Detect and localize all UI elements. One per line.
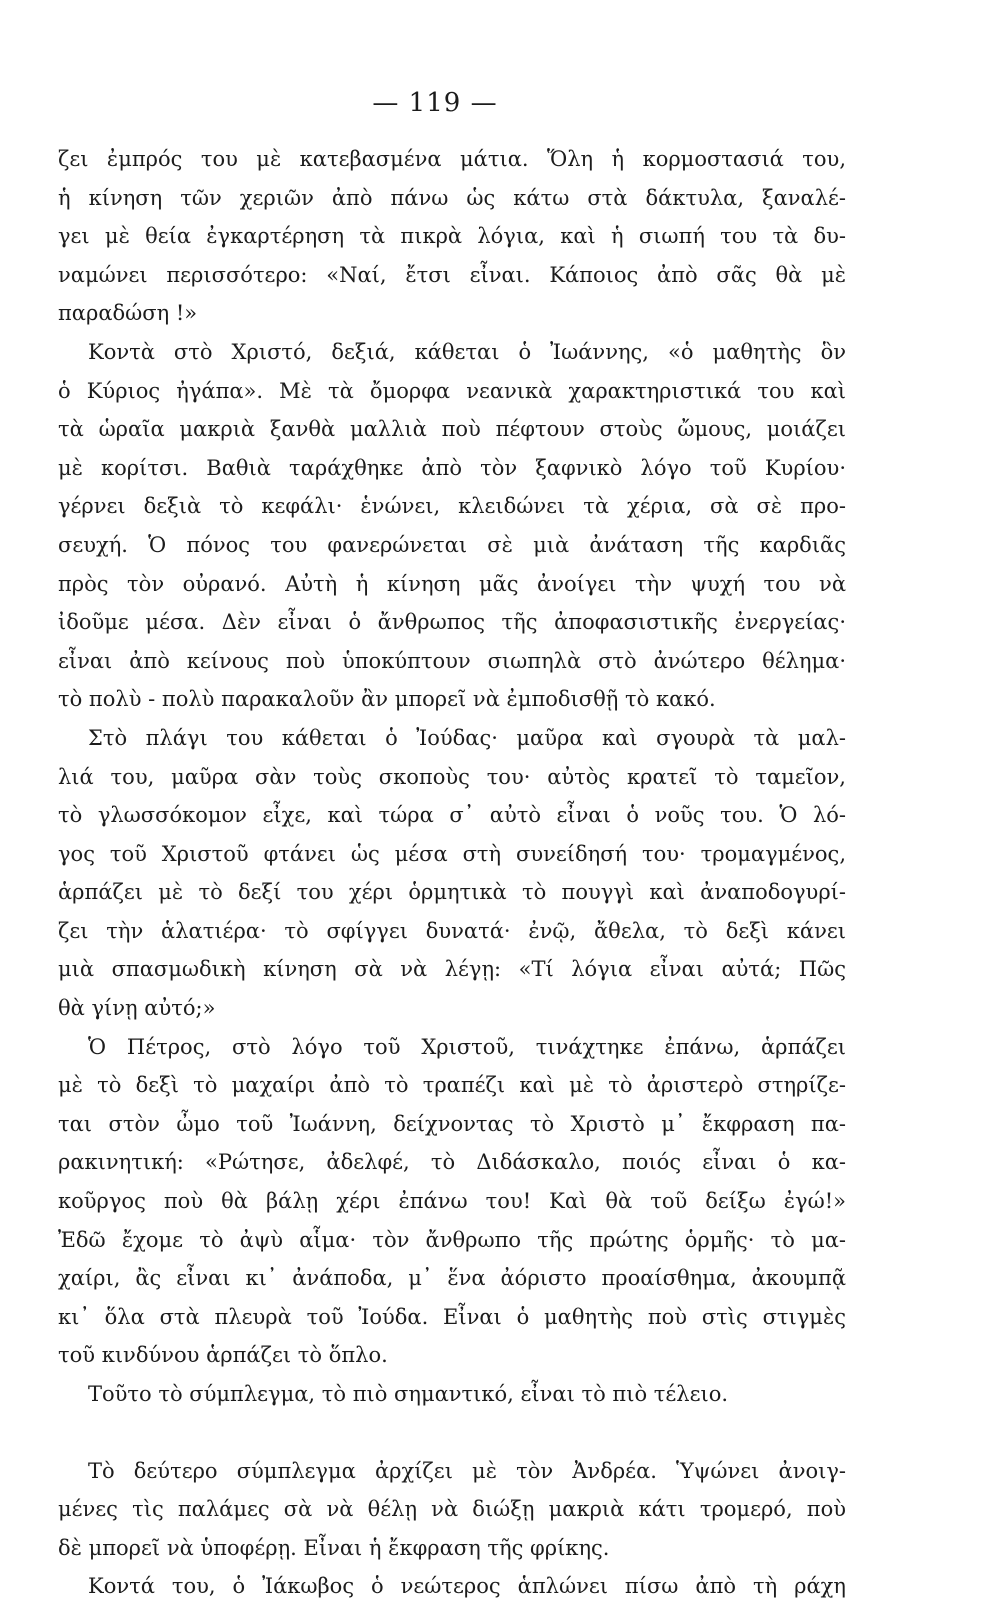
text-line: μὲ κορίτσι. Βαθιὰ ταράχθηκε ἀπὸ τὸν ξαφνικὸ λόγο τοῦ Κυρίου· bbox=[58, 455, 846, 480]
paragraph bbox=[58, 1567, 846, 1606]
text-line: Ἐδῶ ἔχομε τὸ ἀψὺ αἷμα· τὸν ἄνθρωπο τῆς πρώτης ὁρμῆς· τὸ μα- bbox=[58, 1227, 846, 1252]
paragraph bbox=[58, 140, 846, 333]
text-line: τοῦ κινδύνου ἁρπάζει τὸ ὅπλο. bbox=[58, 1343, 388, 1368]
text-line: γει μὲ θεία ἐγκαρτέρηση τὰ πικρὰ λόγια, καὶ ἡ σιωπή του τὰ δυ- bbox=[58, 224, 846, 249]
text-line: παραδώση !» bbox=[58, 301, 198, 326]
text-line: ὁ Κύριος ἠγάπα». Μὲ τὰ ὄμορφα νεανικὰ χαρακτηριστικά του καὶ bbox=[58, 378, 846, 403]
text-line: ναμώνει περισσότερο: «Ναί, ἔτσι εἶναι. Κάποιος ἀπὸ σᾶς θὰ μὲ bbox=[58, 262, 846, 287]
text-line: τὸ γλωσσόκομον εἶχε, καὶ τώρα σ᾿ αὐτὸ εἶναι ὁ νοῦς του. Ὁ λό- bbox=[58, 803, 846, 828]
text-line: μένες τὶς παλάμες σὰ νὰ θέλῃ νὰ διώξῃ μακριὰ κάτι τρομερό, ποὺ bbox=[58, 1497, 846, 1522]
text-line: Στὸ πλάγι του κάθεται ὁ Ἰούδας· μαῦρα καὶ σγουρὰ τὰ μαλ- bbox=[88, 725, 846, 750]
text-line: Ὁ Πέτρος, στὸ λόγο τοῦ Χριστοῦ, τινάχτηκε ἐπάνω, ἁρπάζει bbox=[88, 1034, 846, 1059]
text-line: Τοῦτο τὸ σύμπλεγμα, τὸ πιὸ σημαντικό, εἶναι τὸ πιὸ τέλειο. bbox=[88, 1382, 729, 1406]
text-line: Τὸ δεύτερο σύμπλεγμα ἀρχίζει μὲ τὸν Ἀνδρέα. Ὑψώνει ἀνοιγ- bbox=[88, 1458, 846, 1483]
text-line: μὲ τὸ δεξὶ τὸ μαχαίρι ἀπὸ τὸ τραπέζι καὶ μὲ τὸ ἀριστερὸ στηρίζε- bbox=[58, 1073, 846, 1098]
text-line: γέρνει δεξιὰ τὸ κεφάλι· ἑνώνει, κλειδώνει τὰ χέρια, σὰ σὲ προ- bbox=[58, 494, 846, 519]
text-line: μιὰ σπασμωδικὴ κίνηση σὰ νὰ λέγῃ: «Τί λόγια εἶναι αὐτά; Πῶς bbox=[58, 957, 846, 982]
paragraph bbox=[58, 1375, 846, 1414]
text-line: εἶναι ἀπὸ κείνους ποὺ ὑποκύπτουν σιωπηλὰ στὸ ἀνώτερο θέλημα· bbox=[58, 648, 846, 673]
text-line: Κοντὰ στὸ Χριστό, δεξιά, κάθεται ὁ Ἰωάννης, «ὁ μαθητὴς ὃν bbox=[88, 339, 846, 364]
text-line: ἡ κίνηση τῶν χεριῶν ἀπὸ πάνω ὡς κάτω στὰ δάκτυλα, ξαναλέ- bbox=[58, 185, 846, 210]
text-line: κοῦργος ποὺ θὰ βάλῃ χέρι ἐπάνω του! Καὶ θὰ τοῦ δείξω ἐγώ!» bbox=[58, 1189, 846, 1214]
text-line: δὲ μπορεῖ νὰ ὑποφέρῃ. Εἶναι ἡ ἔκφραση τῆς φρίκης. bbox=[58, 1535, 610, 1560]
text-line: τὸ πολὺ - πολὺ παρακαλοῦν ἂν μπορεῖ νὰ ἐμποδισθῇ τὸ κακό. bbox=[58, 687, 716, 712]
paragraph bbox=[58, 333, 846, 719]
text-line: ται στὸν ὦμο τοῦ Ἰωάννη, δείχνοντας τὸ Χριστὸ μ᾿ ἔκφραση πα- bbox=[58, 1111, 846, 1136]
text-body bbox=[58, 140, 846, 1606]
text-line: θὰ γίνῃ αὐτό;» bbox=[58, 996, 216, 1021]
text-line: γος τοῦ Χριστοῦ φτάνει ὡς μέσα στὴ συνείδησή του· τρομαγμένος, bbox=[58, 841, 846, 866]
text-line: κι᾿ ὅλα στὰ πλευρὰ τοῦ Ἰούδα. Εἶναι ὁ μαθητὴς ποὺ στὶς στιγμὲς bbox=[58, 1304, 846, 1329]
text-line: σευχή. Ὁ πόνος του φανερώνεται σὲ μιὰ ἀνάταση τῆς καρδιᾶς bbox=[58, 532, 846, 557]
text-line: ἁρπάζει μὲ τὸ δεξί του χέρι ὁρμητικὰ τὸ πουγγὶ καὶ ἀναποδογυρί- bbox=[58, 880, 846, 905]
text-line: χαίρι, ἂς εἶναι κι᾿ ἀνάποδα, μ᾿ ἕνα ἀόριστο προαίσθημα, ἀκουμπᾷ bbox=[58, 1266, 846, 1291]
paragraph bbox=[58, 1452, 846, 1568]
page-number: — 119 — bbox=[372, 88, 498, 118]
text-line: ρακινητική: «Ρώτησε, ἀδελφέ, τὸ Διδάσκαλο, ποιός εἶναι ὁ κα- bbox=[58, 1150, 846, 1175]
text-line: ζει ἐμπρός του μὲ κατεβασμένα μάτια. Ὅλη ἡ κορμοστασιά του, bbox=[58, 147, 846, 171]
paragraph bbox=[58, 1028, 846, 1375]
paragraph bbox=[58, 719, 846, 1028]
text-line: τὰ ὡραῖα μακριὰ ξανθὰ μαλλιὰ ποὺ πέφτουν στοὺς ὤμους, μοιάζει bbox=[58, 417, 846, 442]
text-line: Κοντά του, ὁ Ἰάκωβος ὁ νεώτερος ἁπλώνει πίσω ἀπὸ τὴ ράχη bbox=[88, 1574, 846, 1599]
text-line: πρὸς τὸν οὐρανό. Αὐτὴ ἡ κίνηση μᾶς ἀνοίγει τὴν ψυχή του νὰ bbox=[58, 571, 846, 596]
text-line: ἰδοῦμε μέσα. Δὲν εἶναι ὁ ἄνθρωπος τῆς ἀποφασιστικῆς ἐνεργείας· bbox=[58, 610, 846, 635]
paragraph-gap bbox=[58, 1414, 846, 1452]
text-line: λιά του, μαῦρα σὰν τοὺς σκοποὺς του· αὐτὸς κρατεῖ τὸ ταμεῖον, bbox=[58, 764, 846, 789]
text-line: ζει τὴν ἁλατιέρα· τὸ σφίγγει δυνατά· ἐνῷ, ἄθελα, τὸ δεξὶ κάνει bbox=[58, 918, 846, 943]
